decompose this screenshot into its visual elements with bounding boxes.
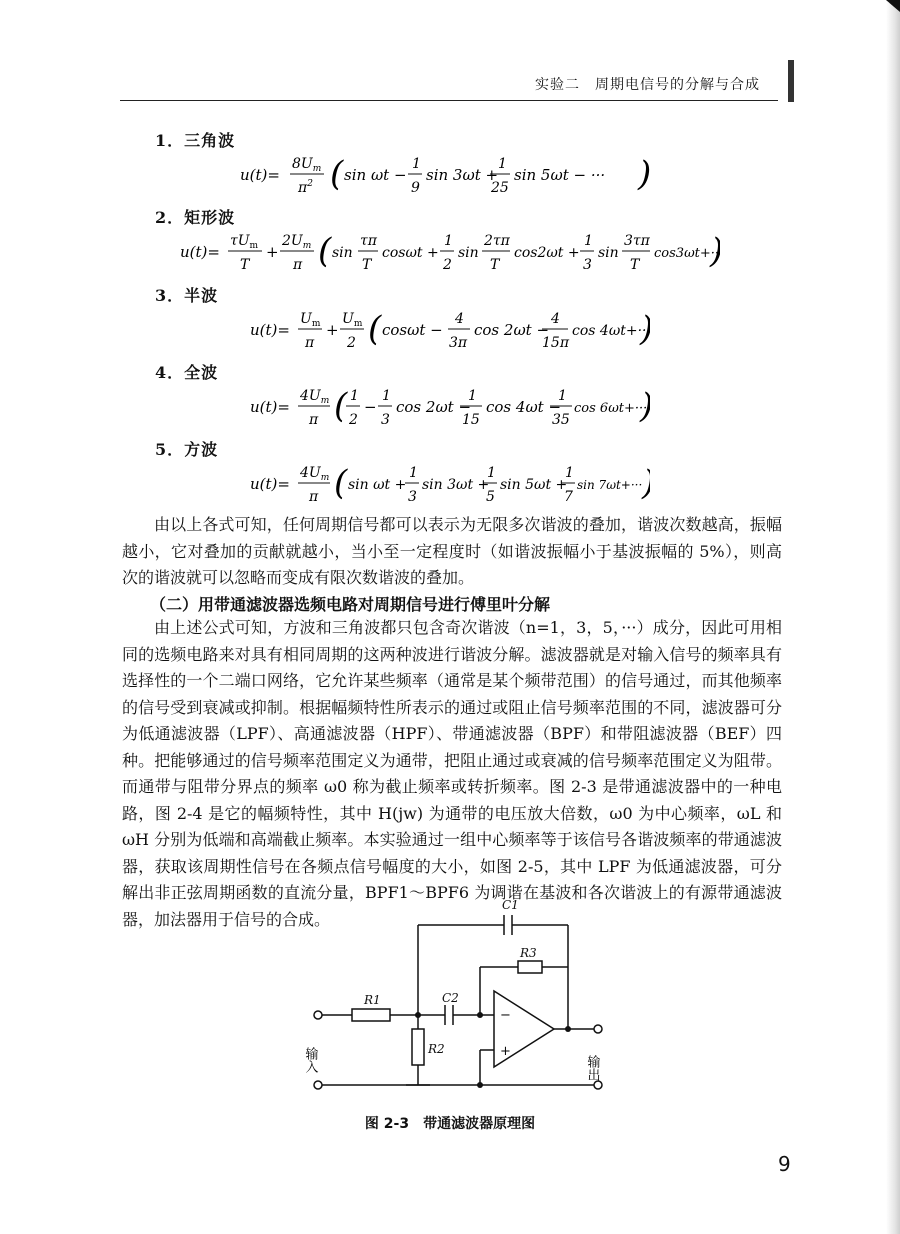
svg-text:sin 5ωt − ···: sin 5ωt − ··· (514, 166, 606, 184)
svg-text:(: ( (330, 154, 344, 194)
svg-text:π: π (305, 335, 315, 351)
svg-text:1: 1 (558, 388, 567, 404)
svg-text:cosωt +: cosωt + (382, 245, 439, 261)
svg-text:1: 1 (565, 465, 574, 481)
svg-text:) (639, 309, 650, 349)
svg-text:sin: sin (332, 245, 353, 261)
svg-text:sin 3ωt +: sin 3ωt + (422, 477, 490, 493)
formula-full-wave (0, 382, 900, 436)
svg-text:u(t)=: u(t)= (180, 243, 220, 261)
header-title: 实验二 周期电信号的分解与合成 (535, 77, 760, 93)
svg-text:cos 6ωt+···: cos 6ωt+··· (574, 401, 648, 416)
svg-text:Um: $U_m$ (342, 311, 363, 329)
formula-triangle (0, 150, 900, 204)
svg-text:(: ( (334, 463, 348, 503)
svg-text:1: 1 (412, 156, 421, 172)
svg-text:3: 3 (381, 412, 390, 428)
svg-text:15π: 15π (542, 335, 570, 351)
label-input: 输入 (302, 1047, 318, 1073)
svg-text:(: ( (368, 309, 382, 349)
svg-text:π: π (293, 257, 303, 273)
svg-text:8Um: $8U_m$ (292, 156, 322, 174)
svg-text:4Um: $4U_m$ (300, 388, 330, 406)
label-output: 输出 (584, 1055, 600, 1081)
svg-text:cos3ωt+···: cos3ωt+·· (654, 246, 720, 261)
svg-text:u(t)=: u(t)= (240, 166, 280, 184)
svg-text:1: 1 (498, 156, 507, 172)
svg-text:) (641, 463, 650, 503)
label-c1: C1 (502, 898, 519, 912)
bandpass-circuit-diagram (300, 895, 620, 1105)
svg-text:sin ωt −: sin ωt − (344, 166, 407, 184)
svg-text:u(t)=: u(t)= (250, 475, 290, 493)
svg-text:T: T (240, 257, 250, 273)
svg-text:cos 2ωt −: cos 2ωt − (396, 398, 472, 416)
svg-text:cosωt −: cosωt − (382, 321, 443, 339)
running-header (120, 70, 778, 101)
svg-text:τπ: τπ (360, 233, 377, 249)
formula-rectangle (0, 227, 900, 281)
svg-text:35: 35 (552, 412, 570, 428)
page-corner-mark (886, 0, 900, 12)
svg-text:4: 4 (455, 311, 464, 327)
opamp-plus: + (500, 1044, 511, 1059)
svg-text:τUm: $\tau U_m$ (230, 233, 259, 251)
svg-text:3: 3 (408, 489, 417, 505)
svg-text:3τπ: 3τπ (624, 233, 650, 249)
header-marker-bar (788, 60, 794, 102)
svg-text:sin 5ωt +: sin 5ωt + (500, 477, 568, 493)
svg-text:T: T (362, 257, 372, 273)
paragraph-harmonics: 由以上各式可知，任何周期信号都可以表示为无限多次谐波的叠加，谐波次数越高，振幅越小，它对叠加的贡献就越小，当小至一定程度时（如谐波振幅小于基波振幅的 5%），则高次的谐波就可以忽略而变成有限次数谐波的叠加。 (122, 515, 782, 587)
svg-text:1: 1 (409, 465, 418, 481)
svg-text:sin 3ωt +: sin 3ωt + (426, 166, 499, 184)
svg-text:Um: $U_m$ (300, 311, 321, 329)
svg-text:(: ( (334, 386, 348, 426)
section-heading-triangle: 1．三角波 (155, 131, 236, 150)
section-heading-full-wave: 4．全波 (155, 363, 219, 382)
svg-text:): ) (638, 154, 652, 194)
figure-caption: 图 2-3 带通滤波器原理图 (364, 1116, 536, 1132)
svg-text:15: 15 (462, 412, 480, 428)
section-heading-square-wave: 5．方波 (155, 440, 219, 459)
svg-text:1: 1 (487, 465, 496, 481)
svg-text:1: 1 (468, 388, 477, 404)
svg-text:1: 1 (584, 233, 593, 249)
svg-text:sin ωt +: sin ωt + (348, 477, 407, 493)
svg-text:9: 9 (411, 180, 420, 196)
svg-text:cos 2ωt −: cos 2ωt − (474, 321, 550, 339)
svg-text:4Um: $4U_m$ (300, 465, 330, 483)
svg-text:2: 2 (443, 257, 452, 273)
svg-text:cos2ωt +: cos2ωt + (514, 245, 580, 261)
svg-text:cos 4ωt+···: cos 4ωt+··· (572, 323, 650, 339)
label-r2: R2 (428, 1042, 445, 1056)
section-heading-half-wave: 3．半波 (155, 286, 219, 305)
svg-text:5: 5 (486, 489, 495, 505)
svg-text:sin: sin (458, 245, 479, 261)
svg-text:2: 2 (347, 335, 356, 351)
section-heading-rectangle: 2．矩形波 (155, 208, 236, 227)
page-number: 9 (778, 1152, 791, 1176)
svg-text:−: − (364, 398, 377, 416)
formula-square-wave (0, 459, 900, 513)
svg-text:u(t)=: u(t)= (250, 398, 290, 416)
svg-text:25: 25 (491, 180, 509, 196)
svg-text:T: T (490, 257, 500, 273)
svg-text:2Um: $2U_m$ (282, 233, 312, 251)
svg-text:4: 4 (551, 311, 560, 327)
svg-text:7: 7 (564, 489, 573, 505)
subsection-heading: （二）用带通滤波器选频电路对周期信号进行傅里叶分解 (150, 595, 551, 614)
formula-half-wave (0, 305, 900, 359)
svg-text:T: T (630, 257, 640, 273)
label-r1: R1 (364, 993, 381, 1007)
svg-text:sin: sin (598, 245, 619, 261)
svg-text:cos 4ωt −: cos 4ωt − (486, 398, 562, 416)
svg-text:2: 2 (349, 412, 358, 428)
svg-text:π: π (309, 412, 319, 428)
svg-text:(: ( (318, 231, 332, 271)
label-r3: R3 (520, 946, 537, 960)
paragraph-bandpass: 由上述公式可知，方波和三角波都只包含奇次谐波（n=1，3，5，···）成分，因此可用相同的选频电路来对具有相同周期的这两种波进行谐波分解。滤波器就是对输入信号的频率具有选择性的一个二端口网络，它允许某些频率（通常是某个频带范围）的信号通过，而其他频率的信号受到衰减或抑制。根据幅频特性所表示的通过或阻止信号频率范围的不同，滤波器可分为低通滤波器（LPF）、高通滤波器（HPF）、带通滤波器（BPF）和带阻滤波器（BEF）四种。把能够通过的信号频率范围定义为通带，把阻止通过或衰减的信号频率范围定义为阻带。而通带与阻带分界点的频率 ω0 称为截止频率或转折频率。图 2-3 是带通滤波器中的一种电路，图 2-4 是它的幅频特性，其中 H(jw) 为通带的电压放大倍数，ω0 为中心频率，ωL 和 ωH 分别为低端和高端截止频率。本实验通过一组中心频率等于该信号各谐波频率的带通滤波器，获取该周期性信号在各频点信号幅度的大小，如图 2-5，其中 LPF 为低通滤波器，可分解出非正弦周期函数的直流分量，BPF1～BPF6 为调谐在基波和各次谐波上的有源带通滤波器，加法器用于信号的合成。 (122, 618, 782, 929)
svg-text:π2: $\pi^2$ (298, 179, 313, 196)
svg-text:2τπ: 2τπ (484, 233, 510, 249)
svg-text:1: 1 (350, 388, 359, 404)
svg-text:3: 3 (583, 257, 592, 273)
label-c2: C2 (442, 991, 459, 1005)
svg-text:3π: 3π (449, 335, 468, 351)
svg-text:+: + (266, 243, 279, 261)
svg-text:) (709, 231, 720, 271)
svg-text:+: + (326, 321, 339, 339)
svg-text:) (639, 386, 650, 426)
svg-text:1: 1 (444, 233, 453, 249)
opamp-minus: − (500, 1008, 511, 1023)
svg-text:1: 1 (382, 388, 391, 404)
svg-text:u(t)=: u(t)= (250, 321, 290, 339)
svg-text:sin 7ωt+···: sin 7ωt+··· (577, 478, 643, 492)
svg-text:π: π (309, 489, 319, 505)
